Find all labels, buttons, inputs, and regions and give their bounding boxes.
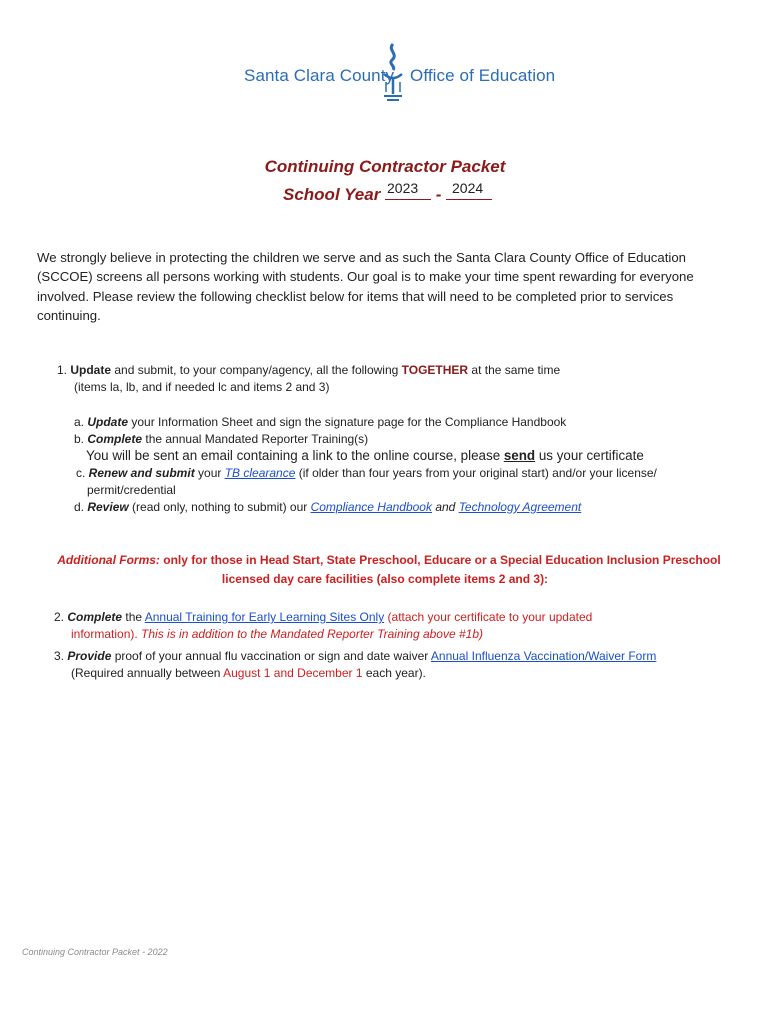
- item-2-number: 2.: [54, 610, 65, 624]
- item-1a: [74, 414, 566, 431]
- item-1b-note-end: us your certificate: [535, 448, 644, 463]
- item-1c-lead: Renew and submit: [88, 466, 195, 480]
- item-2-line-1: [54, 609, 592, 626]
- item-3-number: 3.: [54, 649, 65, 663]
- item-1b-note-text: You will be sent an email containing a link to the online course, please: [86, 448, 504, 463]
- annual-training-link[interactable]: Annual Training for Early Learning Sites Only: [144, 610, 385, 624]
- item-3-text: proof of your annual flu vaccination or sign and date waiver: [111, 649, 431, 663]
- item-3-line-2-end: each year).: [362, 666, 426, 680]
- item-1c-text-end: (if older than four years from your original start) and/or your license/: [295, 466, 657, 480]
- sccoe-logo: [0, 42, 770, 104]
- additional-forms-heading: [0, 551, 770, 589]
- item-3-lead: Provide: [67, 649, 112, 663]
- item-1-number: 1.: [57, 363, 68, 377]
- item-1-lead: Update: [70, 363, 112, 377]
- item-3-line-2-text: (Required annually between: [71, 666, 224, 680]
- item-1-text: and submit, to your company/agency, all the following: [111, 363, 402, 377]
- item-1c-text: your: [194, 466, 225, 480]
- item-3-line-1: [54, 648, 656, 665]
- technology-agreement-link[interactable]: Technology Agreement: [458, 500, 582, 514]
- item-1a-lead: Update: [87, 415, 129, 429]
- logo-text-right: Office of Education: [410, 66, 556, 85]
- influenza-waiver-link[interactable]: Annual Influenza Vaccination/Waiver Form: [430, 649, 657, 663]
- item-1c: [76, 465, 657, 482]
- item-2-text: the: [122, 610, 145, 624]
- intro-paragraph: We strongly believe in protecting the children we serve and as such the Santa Clara County Office of Education (SCCOE) screens all persons working with students. Our goal is to make your time spent rewarding for everyone involved. Please review the following checklist below for items that will need to be completed prior to services continuing.: [37, 250, 694, 323]
- additional-forms-text-2: licensed day care facilities (also complete items 2 and 3):: [221, 572, 549, 586]
- item-1-line-1: [57, 362, 560, 379]
- item-1b-prefix: b.: [74, 432, 88, 446]
- item-1-together: TOGETHER: [401, 363, 469, 377]
- item-2-line-2-note: This is in addition to the Mandated Reporter Training above #1b): [141, 627, 484, 641]
- torch-icon: [378, 42, 408, 102]
- item-1c-line-2: permit/credential: [87, 483, 176, 497]
- item-1b: [74, 431, 368, 448]
- year-dash: -: [435, 185, 442, 204]
- item-3-date-range: August 1 and December 1: [223, 666, 363, 680]
- packet-title: Continuing Contractor Packet: [264, 157, 506, 176]
- item-3-line-2: [71, 665, 426, 682]
- item-2-lead: Complete: [67, 610, 123, 624]
- item-1d-prefix: d.: [74, 500, 88, 514]
- item-1b-text: the annual Mandated Reporter Training(s): [142, 432, 369, 446]
- item-1d-text: (read only, nothing to submit) our: [128, 500, 311, 514]
- additional-forms-label: Additional Forms:: [57, 553, 160, 567]
- logo-text-left: Santa Clara County: [244, 66, 395, 85]
- compliance-handbook-link[interactable]: Compliance Handbook: [310, 500, 432, 514]
- item-1d-and: and: [431, 500, 459, 514]
- page-footer: Continuing Contractor Packet - 2022: [22, 947, 168, 957]
- item-2-line-2: [71, 626, 483, 643]
- item-2-text-end: (attach your certificate to your updated: [384, 610, 593, 624]
- item-1-line-2: (items la, lb, and if needed lc and items 2 and 3): [74, 380, 330, 394]
- item-1b-send: send: [503, 448, 536, 463]
- item-1d-lead: Review: [87, 500, 129, 514]
- additional-forms-text: only for those in Head Start, State Preschool, Educare or a Special Education Inclusion Preschool: [159, 553, 721, 567]
- item-1-text-end: at the same time: [468, 363, 561, 377]
- item-1b-note: [86, 447, 644, 464]
- item-1a-prefix: a.: [74, 415, 88, 429]
- item-2-line-2-text: information).: [71, 627, 142, 641]
- tb-clearance-link[interactable]: TB clearance: [224, 466, 296, 480]
- item-1c-prefix: c.: [76, 466, 89, 480]
- year-start-field[interactable]: 2023: [387, 180, 419, 196]
- year-end-field[interactable]: 2024: [452, 180, 484, 196]
- item-1a-text: your Information Sheet and sign the signature page for the Compliance Handbook: [128, 415, 567, 429]
- item-1b-lead: Complete: [87, 432, 143, 446]
- item-1d: [74, 499, 581, 516]
- school-year-label: School Year: [283, 185, 381, 204]
